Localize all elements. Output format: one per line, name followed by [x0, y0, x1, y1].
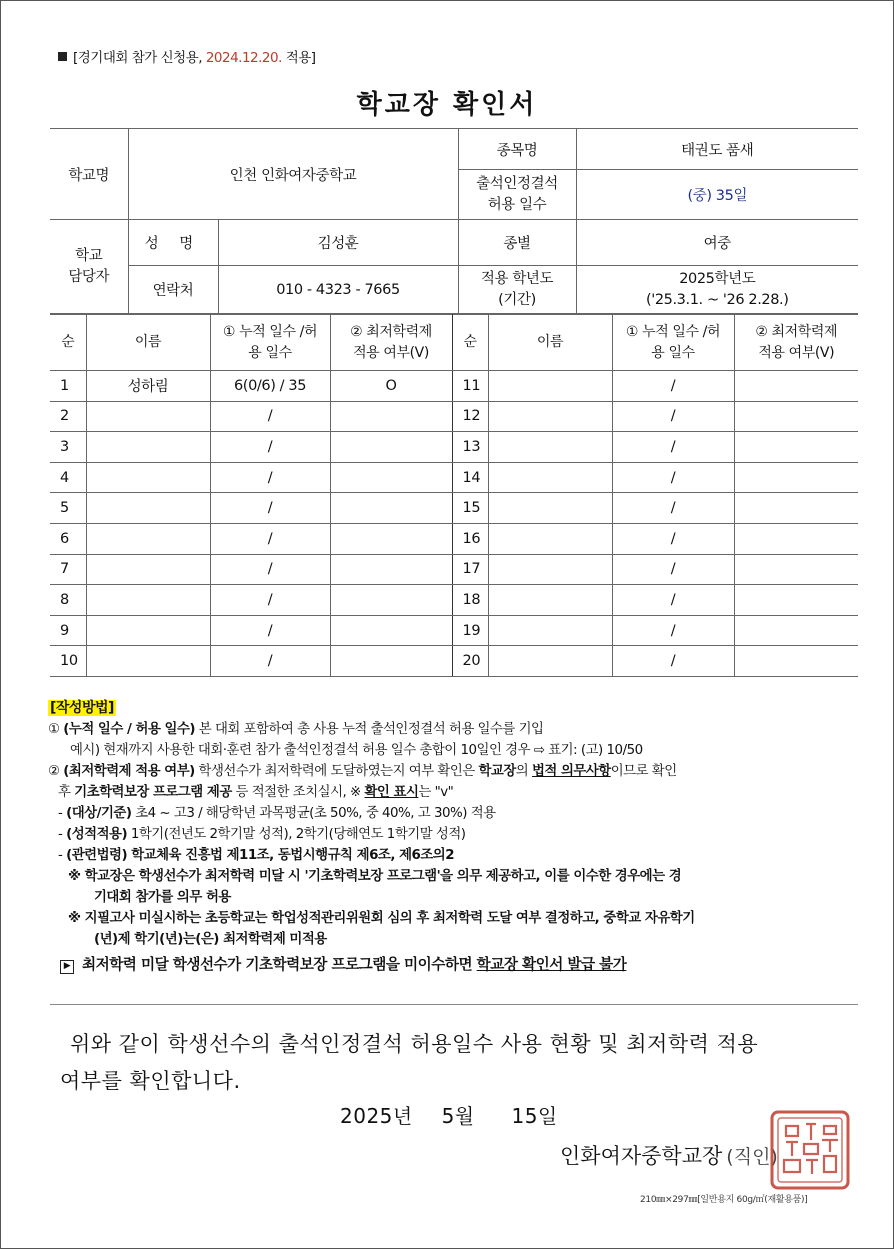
year-value: 2025학년도 ('25.3.1. ~ '26 2.28.) — [576, 266, 858, 314]
header-days-right: ① 누적 일수 /허 용 일수 — [612, 315, 734, 371]
row-name — [86, 462, 210, 493]
row-number: 1 — [50, 371, 86, 402]
method-note-1: ※ 학교장은 학생선수가 최저학력 미달 시 '기초학력보장 프로그램'을 의무 제공하고, 이를 이수한 경우에는 경 — [68, 869, 682, 884]
date-month: 5월 — [441, 1104, 475, 1128]
table-row — [50, 554, 858, 585]
row-number: 4 — [50, 462, 86, 493]
category-label: 종별 — [458, 220, 576, 266]
row-number-right: 18 — [452, 585, 488, 616]
principal-name: 인화여자중학교장 — [560, 1144, 723, 1168]
method-sub-1: - (대상/기준) 초4 ~ 고3 / 해당학년 과목평균(초 50%, 중 40%, 고 30%) 적용 — [58, 806, 496, 821]
form-note — [58, 46, 316, 66]
row-check — [330, 432, 452, 463]
row-name — [86, 615, 210, 646]
row-number: 10 — [50, 646, 86, 677]
row-days-right: / — [612, 523, 734, 554]
table-row — [50, 523, 858, 554]
header-days: ① 누적 일수 /허 용 일수 — [210, 315, 330, 371]
row-number-right: 12 — [452, 401, 488, 432]
row-days-right: / — [612, 554, 734, 585]
row-check — [330, 401, 452, 432]
school-label: 학교명 — [50, 129, 128, 220]
row-name-right — [488, 523, 612, 554]
table-row — [50, 432, 858, 463]
row-days: / — [210, 401, 330, 432]
method-item-1-example: 예시) 현재까지 사용한 대회·훈련 참가 출석인정결석 허용 일수 총합이 10일인 경우 ⇨ 표기: (고) 10/50 — [70, 743, 643, 758]
list-body — [50, 371, 858, 677]
row-days-right: / — [612, 585, 734, 616]
row-name-right — [488, 493, 612, 524]
event-value: 태권도 품새 — [576, 129, 858, 170]
row-name — [86, 523, 210, 554]
arrow-box-icon: ▶ — [60, 960, 74, 974]
row-name-right — [488, 401, 612, 432]
method-note-2: ※ 지필고사 미실시하는 초등학교는 학업성적관리위원회 심의 후 최저학력 도달 여부 결정하고, 중학교 자유학기 — [68, 911, 695, 926]
row-name-right — [488, 646, 612, 677]
table-row — [50, 371, 858, 402]
row-number: 8 — [50, 585, 86, 616]
row-days-right: / — [612, 371, 734, 402]
row-name-right — [488, 432, 612, 463]
row-number-right: 13 — [452, 432, 488, 463]
row-check — [330, 585, 452, 616]
row-check — [330, 462, 452, 493]
seal-mark-text: (직인) — [726, 1146, 778, 1168]
row-days-right: / — [612, 401, 734, 432]
table-row — [50, 401, 858, 432]
method-tag: [작성방법] — [50, 700, 114, 716]
header-name: 이름 — [86, 315, 210, 371]
row-check-right — [734, 371, 858, 402]
row-days: / — [210, 523, 330, 554]
row-name — [86, 554, 210, 585]
row-days: / — [210, 646, 330, 677]
category-value: 여중 — [576, 220, 858, 266]
row-number-right: 20 — [452, 646, 488, 677]
row-days: / — [210, 493, 330, 524]
row-name-right — [488, 371, 612, 402]
date-year: 2025년 — [340, 1104, 413, 1128]
row-name — [86, 432, 210, 463]
row-check — [330, 646, 452, 677]
method-note-1b: 기대회 참가를 의무 허용 — [94, 890, 231, 905]
writing-method-section — [48, 698, 858, 975]
row-name: 성하림 — [86, 371, 210, 402]
row-check-right — [734, 523, 858, 554]
info-table — [50, 128, 858, 314]
student-list-table — [50, 314, 858, 677]
table-row — [50, 615, 858, 646]
year-label: 적용 학년도 (기간) — [458, 266, 576, 314]
header-name-right: 이름 — [488, 315, 612, 371]
school-value: 인천 인화여자중학교 — [128, 129, 458, 220]
row-number: 7 — [50, 554, 86, 585]
row-check-right — [734, 462, 858, 493]
row-number-right: 15 — [452, 493, 488, 524]
row-days: / — [210, 554, 330, 585]
header-check: ② 최저학력제 적용 여부(V) — [330, 315, 452, 371]
method-note-2b: (년)제 학기(년)는(은) 최저학력제 미적용 — [94, 932, 327, 947]
row-check — [330, 523, 452, 554]
list-header-row — [50, 315, 858, 371]
row-days: 6(0/6) / 35 — [210, 371, 330, 402]
row-name-right — [488, 585, 612, 616]
header-check-right: ② 최저학력제 적용 여부(V) — [734, 315, 858, 371]
row-check-right — [734, 401, 858, 432]
form-note-prefix: [경기대회 참가 신청용, — [73, 50, 206, 66]
event-label: 종목명 — [458, 129, 576, 170]
official-seal-stamp — [768, 1108, 852, 1192]
row-check-right — [734, 554, 858, 585]
row-number-right: 17 — [452, 554, 488, 585]
row-days-right: / — [612, 615, 734, 646]
method-sub-2: - (성적적용) 1학기(전년도 2학기말 성적), 2학기(당해연도 1학기말 성적) — [58, 827, 466, 842]
row-number: 6 — [50, 523, 86, 554]
row-name-right — [488, 615, 612, 646]
paper-size-note: 210㎜×297㎜[일반용지 60g/㎡(재활용품)] — [640, 1195, 808, 1205]
row-check-right — [734, 493, 858, 524]
table-row — [50, 493, 858, 524]
square-bullet-icon — [58, 52, 67, 61]
contact-value: 010 - 4323 - 7665 — [218, 266, 458, 314]
row-check — [330, 615, 452, 646]
row-days-right: / — [612, 646, 734, 677]
row-number: 3 — [50, 432, 86, 463]
absence-value: (중) 35일 — [576, 170, 858, 220]
document-title: 학교장 확인서 — [356, 90, 538, 120]
row-days-right: / — [612, 493, 734, 524]
row-days: / — [210, 615, 330, 646]
header-no-right: 순 — [452, 315, 488, 371]
row-days: / — [210, 462, 330, 493]
separator-line — [50, 1004, 858, 1005]
row-check — [330, 554, 452, 585]
absence-label: 출석인정결석 허용 일수 — [458, 170, 576, 220]
row-name — [86, 585, 210, 616]
row-days-right: / — [612, 462, 734, 493]
row-days: / — [210, 432, 330, 463]
form-note-suffix: 적용] — [281, 50, 316, 66]
name-value: 김성훈 — [218, 220, 458, 266]
method-item-2-cont: 후 기초학력보장 프로그램 제공 등 적절한 조치실시, ※ 확인 표시는 "v" — [58, 785, 454, 800]
issue-date — [340, 1100, 558, 1129]
row-days-right: / — [612, 432, 734, 463]
name-label: 성 명 — [128, 220, 218, 266]
form-note-date: 2024.12.20. — [205, 50, 282, 66]
method-warning: ▶ 최저학력 미달 학생선수가 기초학력보장 프로그램을 미이수하면 학교장 확인서 발급 불가 — [48, 954, 858, 975]
row-number: 5 — [50, 493, 86, 524]
row-check-right — [734, 646, 858, 677]
row-check-right — [734, 585, 858, 616]
row-name — [86, 401, 210, 432]
row-name-right — [488, 462, 612, 493]
row-check-right — [734, 432, 858, 463]
method-item-1: ① (누적 일수 / 허용 일수) 본 대회 포함하여 총 사용 누적 출석인정결석 허용 일수를 기입 — [48, 722, 544, 737]
table-row — [50, 646, 858, 677]
principal-signature — [560, 1140, 778, 1170]
row-number: 9 — [50, 615, 86, 646]
date-day: 15일 — [511, 1104, 558, 1128]
method-item-2: ② (최저학력제 적용 여부) 학생선수가 최저학력에 도달하였는지 여부 확인은 학교장의 법적 의무사항이므로 확인 — [48, 764, 677, 779]
contact-label: 연락처 — [128, 266, 218, 314]
row-days: / — [210, 585, 330, 616]
confirmation-text: 위와 같이 학생선수의 출석인정결석 허용일수 사용 현황 및 최저학력 적용 여부를 확인합니다. — [60, 1032, 759, 1093]
row-number: 2 — [50, 401, 86, 432]
header-no: 순 — [50, 315, 86, 371]
row-check: O — [330, 371, 452, 402]
method-sub-3: - (관련법령) 학교체육 진흥법 제11조, 동법시행규칙 제6조, 제6조의2 — [58, 848, 455, 863]
row-name — [86, 493, 210, 524]
staff-label: 학교 담당자 — [50, 220, 128, 314]
table-row — [50, 585, 858, 616]
row-name-right — [488, 554, 612, 585]
row-name — [86, 646, 210, 677]
row-number-right: 19 — [452, 615, 488, 646]
row-check-right — [734, 615, 858, 646]
table-row — [50, 462, 858, 493]
row-number-right: 14 — [452, 462, 488, 493]
row-number-right: 11 — [452, 371, 488, 402]
row-number-right: 16 — [452, 523, 488, 554]
row-check — [330, 493, 452, 524]
